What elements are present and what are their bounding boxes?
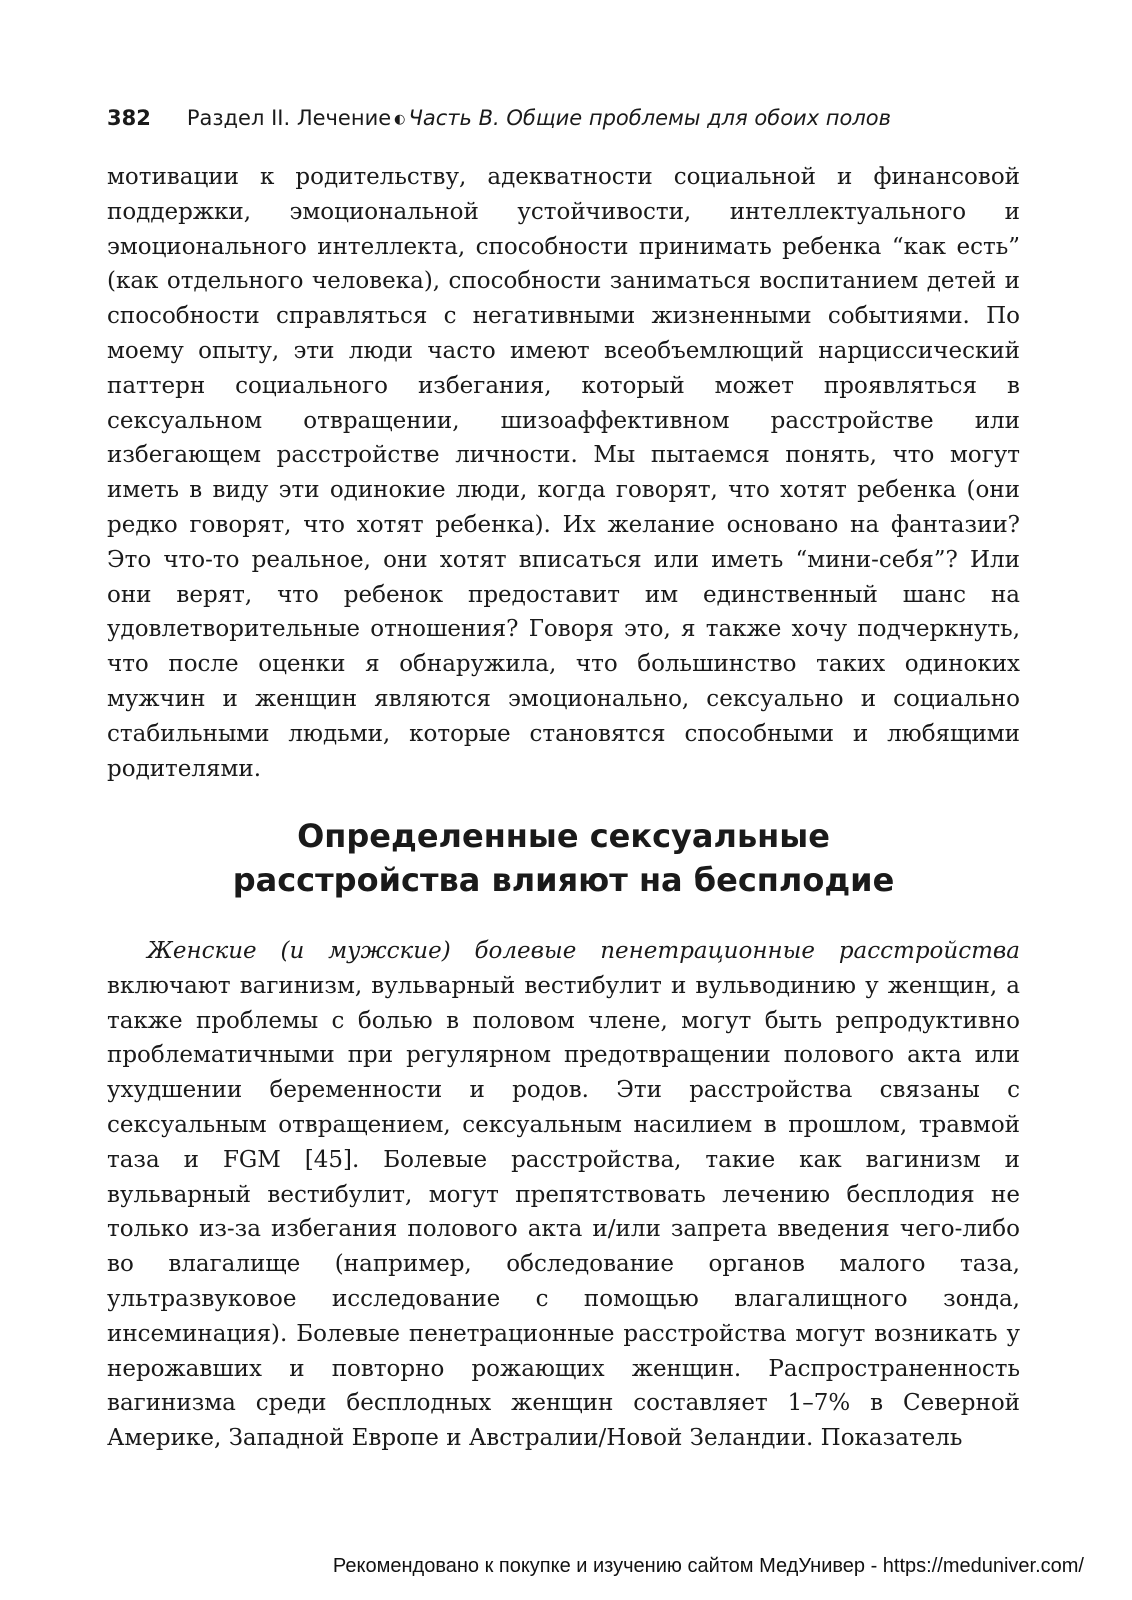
italic-term: Женские (и мужские) болевые пенетрационные расстройства [147,938,1020,964]
paragraph-text [107,934,1020,1456]
section-title: Раздел II. Лечение [186,106,392,130]
page-number: 382 [107,106,151,130]
footer-watermark: Рекомендовано к покупке и изучению сайтом МедУнивер - https://meduniver.com/ [332,1555,1084,1577]
section-heading [107,814,1020,902]
paragraph-body: включают вагинизм, вульварный вестибулит и вульводинию у женщин, а также проблемы с болью в половом члене, могут быть репродуктивно проблематичными при регулярном предотвращении полового акта или ухудшении беременности и родов. Эти расстройства связаны с сексуальным отвращением, сексуальным насилием в прошлом, травмой таза и FGM [45]. Болевые расстройства, такие как вагинизм и вульварный вестибулит, могут препятствовать лечению бесплодия не только из-за избегания полового акта и/или запрета введения чего-либо во влагалище (например, обследование органов малого таза, ультразвуковое исследование с помощью влагалищного зонда, инсеминация). Болевые пенетрационные расстройства могут возникать у нерожавших и повторно рожающих женщин. Распространенность вагинизма среди бесплодных женщин составляет 1–7% в Северной Америке, Западной Европе и Австралии/Новой Зеландии. Показатель [107,972,1020,1452]
body-paragraph-1 [107,160,1020,786]
part-title: Часть В. Общие проблемы для обоих полов [408,106,892,130]
heading-line-1: Определенные сексуальные [297,817,830,855]
body-paragraph-2 [107,934,1020,1456]
heading-line-2: расстройства влияют на бесплодие [232,861,895,899]
running-head [107,100,1027,136]
paragraph-text: мотивации к родительству, адекватности социальной и финансовой поддержки, эмоциональной устойчивости, интеллектуального и эмоционального интеллекта, способности принимать ребенка “как есть” (как отдельного человека), способности заниматься воспитанием детей и способности справляться с негативными жизненными событиями. По моему опыту, эти люди часто имеют всеобъемлющий нарциссический паттерн социального избегания, который может проявляться в сексуальном отвращении, шизоаффективном расстройстве или избегающем расстройстве личности. Мы пытаемся понять, что могут иметь в виду эти одинокие люди, когда говорят, что хотят ребенка (они редко говорят, что хотят ребенка). Их желание основано на фантазии? Это что-то реальное, они хотят вписаться или иметь “мини-себя”? Или они верят, что ребенок предоставит им единственный шанс на удовлетворительные отношения? Говоря это, я также хочу подчеркнуть, что после оценки я обнаружила, что большинство таких одиноких мужчин и женщин являются эмоционально, сексуально и социально стабильными людьми, которые становятся способными и любящими родителями. [107,164,1020,782]
separator-icon: ◐ [394,112,406,127]
